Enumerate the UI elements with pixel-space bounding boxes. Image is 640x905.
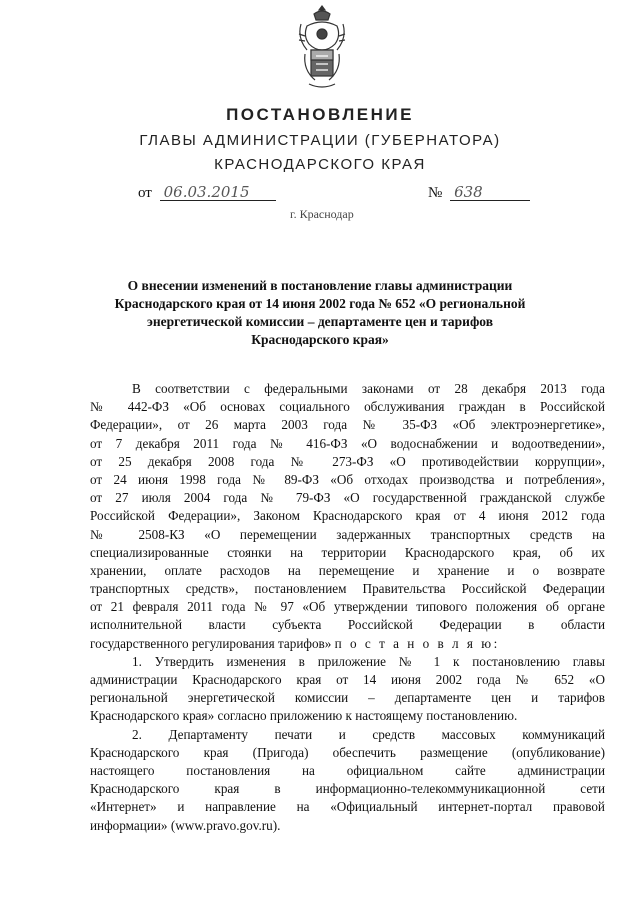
number-value: 638 <box>450 184 530 201</box>
document-type-title: ПОСТАНОВЛЕНИЕ <box>226 105 414 124</box>
body-line: Краснодарского края» согласно приложению к настоящему постановлению. <box>90 708 518 724</box>
body-line: хранении, оплате расходов на перемещение и хранение и о возврате <box>90 562 605 578</box>
body-line: от 27 июля 2004 года № 79-ФЗ «О государственной гражданской службе <box>90 490 605 506</box>
body-line: транспортных средств», постановлением Правительства Российской Федерации <box>90 581 605 597</box>
document-heading <box>100 277 540 349</box>
body-line: государственного регулирования тарифов» <box>90 635 332 651</box>
issuer-title: ГЛАВЫ АДМИНИСТРАЦИИ (ГУБЕРНАТОРА) <box>139 132 501 149</box>
body-line: «Интернет» и направление на «Официальный интернет-портал правовой <box>90 799 605 815</box>
body-line: от 7 декабря 2011 года № 416-ФЗ «О водоснабжении и водоотведении», <box>90 435 605 451</box>
body-line: от 21 февраля 2011 года № 97 «Об утверждении типового положения об органе <box>90 599 605 615</box>
heading-line: энергетической комиссии – департаменте цен и тарифов <box>147 314 493 329</box>
body-line: информации» (www.pravo.gov.ru). <box>90 817 281 833</box>
body-line: № 442-ФЗ «Об основах социального обслуживания граждан в Российской <box>90 399 605 415</box>
krasnodar-coat-of-arms-icon <box>297 4 347 90</box>
region-title: КРАСНОДАРСКОГО КРАЯ <box>214 156 426 173</box>
number-field <box>428 184 530 202</box>
body-line: № 2508-КЗ «О перемещении задержанных транспортных средств на <box>90 526 605 542</box>
heading-line: Краснодарского края от 14 июня 2002 года № 652 «О региональной <box>114 296 526 311</box>
body-line-with-decree <box>90 635 605 653</box>
date-field <box>138 184 276 202</box>
body-line: от 24 июня 1998 года № 89-ФЗ «Об отходах производства и потребления», <box>90 471 605 487</box>
date-label: от <box>138 185 152 201</box>
body-line: администрации Краснодарского края от 14 июня 2002 года № 652 «О <box>90 672 605 687</box>
body-line: от 25 декабря 2008 года № 273-ФЗ «О противодействии коррупции», <box>90 453 605 469</box>
body-line: Российской Федерации», Законом Краснодарского края от 4 июня 2012 года <box>90 508 605 524</box>
body-line: специализированные стоянки на территории Краснодарского края, об их <box>90 544 605 560</box>
document-body <box>90 380 605 835</box>
body-line: Краснодарского края (Пригода) обеспечить размещение (опубликование) <box>90 744 605 760</box>
heading-line: О внесении изменений в постановление главы администрации <box>127 278 513 293</box>
body-line: Краснодарского края в информационно-телекоммуникационной сети <box>90 781 605 797</box>
number-label: № <box>428 185 443 201</box>
body-line: настоящего постановления на официальном сайте администрации <box>90 762 605 778</box>
body-line: В соответствии с федеральными законами от 28 декабря 2013 года <box>132 381 605 396</box>
body-line: 1. Утвердить изменения в приложение № 1 к постановлению главы <box>132 653 605 669</box>
body-line: 2. Департаменту печати и средств массовых коммуникаций <box>132 726 605 742</box>
heading-line: Краснодарского края» <box>251 332 389 347</box>
date-value: 06.03.2015 <box>160 184 276 201</box>
body-line: Федерации», от 26 марта 2003 года № 35-ФЗ «Об электроэнергетике», <box>90 417 605 433</box>
body-line: региональной энергетической комиссии – департаменте цен и тарифов <box>90 690 605 706</box>
city-label: г. Краснодар <box>290 207 354 221</box>
decree-word: п о с т а н о в л я ю: <box>334 635 500 651</box>
body-line: исполнительной власти субъекта Российской Федерации в области <box>90 617 605 633</box>
